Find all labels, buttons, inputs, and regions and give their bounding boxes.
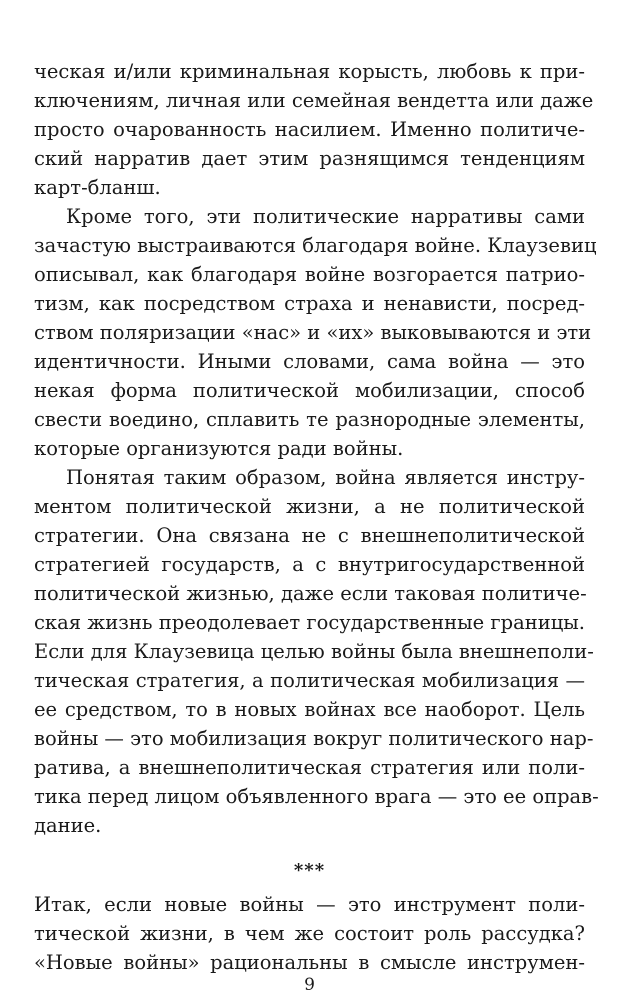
text-line: свести воедино, сплавить те разнородные элементы,	[34, 408, 585, 431]
text-line: ратива, а внешнеполитическая стратегия или поли-	[34, 756, 585, 779]
text-line: тика перед лицом объявленного врага — это ее оправ-	[34, 785, 599, 808]
text-line: тическая стратегия, а политическая мобилизация —	[34, 669, 585, 692]
text-line: идентичности. Иными словами, сама война — это	[34, 350, 585, 373]
text-line: «Новые войны» рациональны в смысле инструмен-	[34, 951, 585, 974]
text-line: стратегии. Она связана не с внешнеполитической	[34, 524, 585, 547]
text-line: которые организуются ради войны.	[34, 437, 404, 460]
text-line: описывал, как благодаря войне возгорается патрио-	[34, 263, 585, 286]
text-line: карт-бланш.	[34, 176, 161, 199]
text-line: политической жизнью, даже если таковая политиче-	[34, 582, 587, 605]
text-line: войны — это мобилизация вокруг политического нар-	[34, 727, 594, 750]
text-line: зачастую выстраиваются благодаря войне. Клаузевиц	[34, 234, 597, 257]
text-line: стратегией государств, а с внутригосударственной	[34, 553, 585, 576]
section-separator: ***	[293, 860, 326, 881]
text-line: ством поляризации «нас» и «их» выковываются и эти	[34, 321, 592, 344]
text-line: ский нарратив дает этим разнящимся тенденциям	[34, 147, 585, 170]
text-line: ческая и/или криминальная корысть, любовь к при-	[34, 60, 585, 83]
text-line: ключениям, личная или семейная вендетта или даже	[34, 89, 594, 112]
text-line: просто очарованность насилием. Именно политиче-	[34, 118, 585, 141]
text-line: ментом политической жизни, а не политической	[34, 495, 585, 518]
text-line: дание.	[34, 814, 102, 837]
text-line: Итак, если новые войны — это инструмент поли-	[34, 893, 585, 916]
text-line: тической жизни, в чем же состоит роль рассудка?	[34, 922, 585, 945]
text-line: ская жизнь преодолевает государственные границы.	[34, 611, 585, 634]
text-line: некая форма политической мобилизации, способ	[34, 379, 585, 402]
text-line: Кроме того, эти политические нарративы сами	[66, 205, 585, 228]
text-line: ее средством, то в новых войнах все наоборот. Цель	[34, 698, 585, 721]
text-line: Если для Клаузевица целью войны была внешнеполи-	[34, 640, 594, 663]
page-number: 9	[304, 975, 315, 995]
text-line: тизм, как посредством страха и ненависти, посред-	[34, 292, 585, 315]
text-line: Понятая таким образом, война является инстру-	[66, 466, 585, 489]
